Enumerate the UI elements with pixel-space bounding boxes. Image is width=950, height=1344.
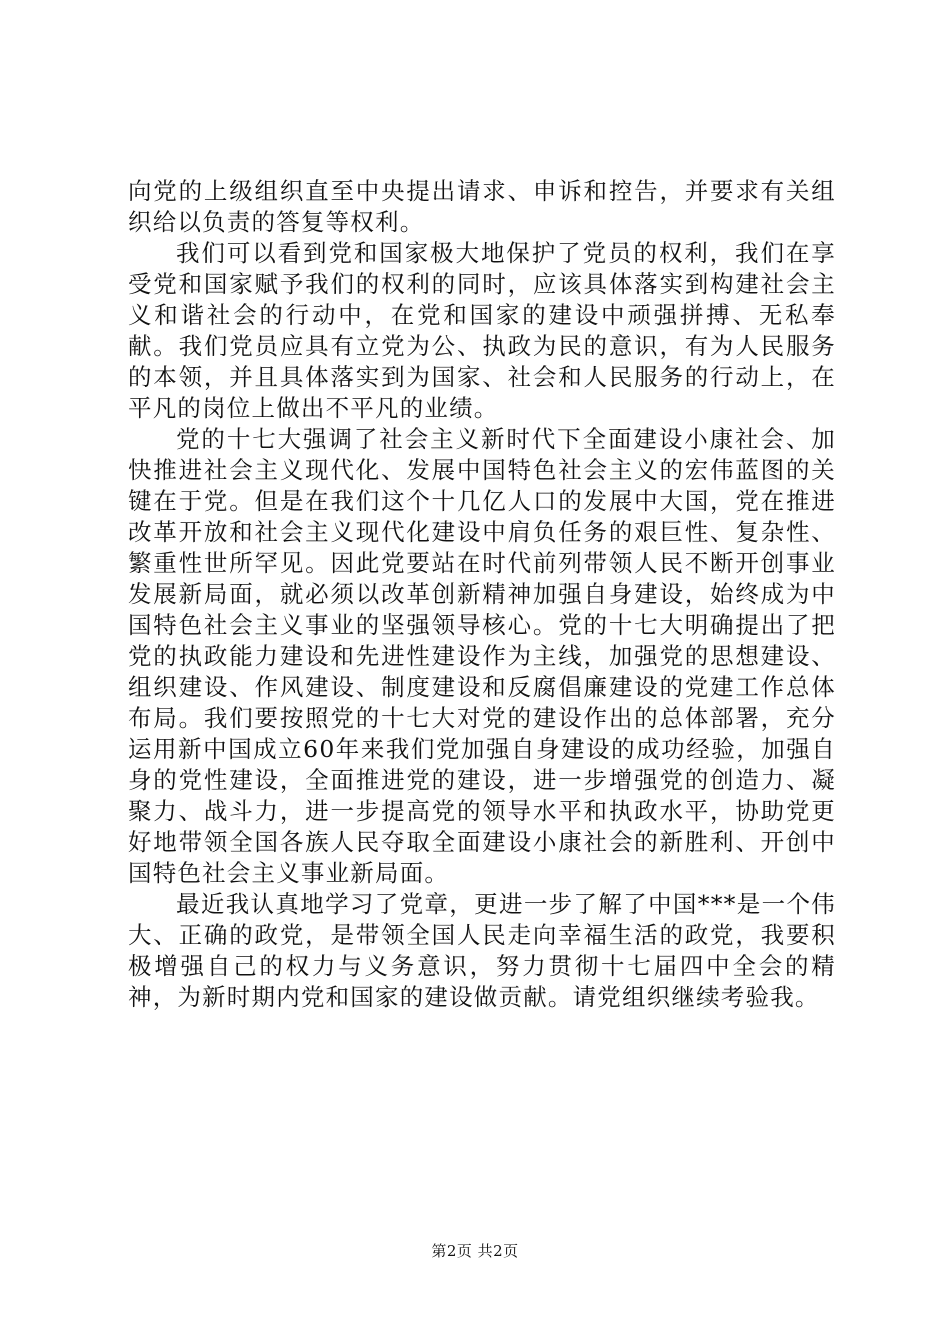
paragraph-rights-protection: 我们可以看到党和国家极大地保护了党员的权利，我们在享受党和国家赋予我们的权利的同时，应该具体落实到构建社会主义和谐社会的行动中，在党和国家的建设中顽强拼搏、无私奉献。我们党员应具有立党为公、执政为民的意识，有为人民服务的本领，并且具体落实到为国家、社会和人民服务的行动上，在平凡的岗位上做出不平凡的业绩。: [128, 239, 836, 422]
paragraph-seventeenth-congress: 党的十七大强调了社会主义新时代下全面建设小康社会、加快推进社会主义现代化、发展中国特色社会主义的宏伟蓝图的关键在于党。但是在我们这个十几亿人口的发展中大国，党在推进改革开放和社会主义现代化建设中肩负任务的艰巨性、复杂性、繁重性世所罕见。因此党要站在时代前列带领人民不断开创事业发展新局面，就必须以改革创新精神加强自身建设，始终成为中国特色社会主义事业的坚强领导核心。党的十七大明确提出了把党的执政能力建设和先进性建设作为主线，加强党的思想建设、组织建设、作风建设、制度建设和反腐倡廉建设的党建工作总体布局。我们要按照党的十七大对党的建设作出的总体部署，充分运用新中国成立60年来我们党加强自身建设的成功经验，加强自身的党性建设，全面推进党的建设，进一步增强党的创造力、凝聚力、战斗力，进一步提高党的领导水平和执政水平，协助党更好地带领全国各族人民夺取全面建设小康社会的新胜利、开创中国特色社会主义事业新局面。: [128, 425, 836, 887]
document-body: [128, 176, 836, 1013]
paragraph-conclusion: 最近我认真地学习了党章，更进一步了解了中国***是一个伟大、正确的政党，是带领全国人民走向幸福生活的政党，我要积极增强自己的权力与义务意识，努力贯彻十七届四中全会的精神，为新时期内党和国家的建设做贡献。请党组织继续考验我。: [128, 890, 836, 1011]
page-number-footer: 第2页 共2页: [431, 1242, 519, 1260]
paragraph-continuation: 向党的上级组织直至中央提出请求、申诉和控告，并要求有关组织给以负责的答复等权利。: [128, 177, 836, 236]
